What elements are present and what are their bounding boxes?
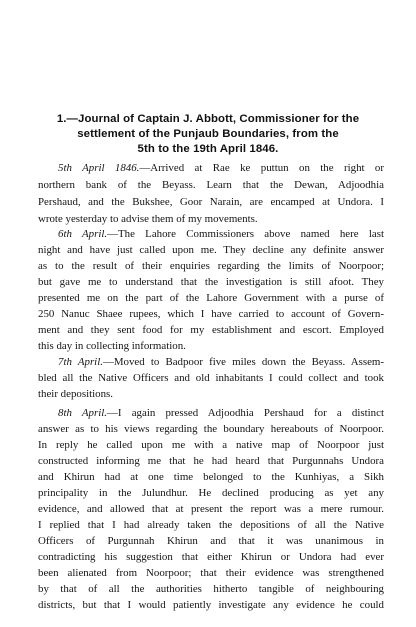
entry-line: 5th April 1846.—Arrived at Rae ke puttun on the right or (58, 162, 384, 174)
entry-line: night and have just called upon me. They decline any definite answer (38, 244, 384, 256)
entry-line: districts, but that I would patiently investigate any evidence he could (38, 599, 384, 611)
entry-line: bled all the Native Officers and old inhabitants I could collect and took (38, 372, 384, 384)
entry-line: evidence, and allowed that at present the report was a mere rumour. (38, 503, 384, 515)
entry-line: this day in collecting information. (38, 340, 186, 352)
entry-line: Pershaud, and the Bukshee, Goor Narain, are encamped at Undora. I (38, 196, 384, 208)
entry-line: been alienated from Noorpoor; that their evidence was strengthened (38, 567, 384, 579)
entry-date: 6th April. (58, 228, 108, 240)
entry-line: contradicting his suggestion that either Khirun or Undora had ever (38, 551, 384, 563)
heading-line: 1.—Journal of Captain J. Abbott, Commissioner for the (56, 113, 360, 125)
entry-line: their depositions. (38, 388, 114, 400)
entry-line: principality in the Julundhur. He declined producing as yet any (38, 487, 384, 499)
journal-heading (30, 112, 386, 157)
entry-date: 8th April. (58, 407, 108, 419)
entry-line: constructed informing me that he had heard that Purgunnahs Undora (38, 455, 384, 467)
entry-line: 8th April.—I again pressed Adjoodhia Pershaud for a distinct (58, 407, 384, 419)
heading-line: settlement of the Punjaub Boundaries, from the (77, 128, 339, 140)
entry-line: 7th April.—Moved to Badpoor five miles down the Beyass. Assem- (58, 356, 384, 368)
entry-line: I replied that I had already taken the depositions of all the Native (38, 519, 384, 531)
entry-line: as to the result of their enquiries regarding the limits of Noorpoor; (38, 260, 384, 272)
entry-line: wrote yesterday to advise them of my movements. (38, 213, 258, 225)
entry-line: answer as to his views regarding the boundary hereabouts of Noorpoor. (38, 423, 384, 435)
entry-line: northern bank of the Beyass. Learn that the Dewan, Adjoodhia (38, 179, 384, 191)
heading-line: 5th to the 19th April 1846. (137, 143, 279, 155)
entry-line: In reply he called upon me with a native map of Noorpoor just (38, 439, 384, 451)
entry-date: 7th April. (58, 356, 103, 368)
entry-line: ment and they sent food for my establishment and escort. Employed (38, 324, 384, 336)
entry-line: Officers of Purgunnah Khirun and that it was unanimous in (38, 535, 384, 547)
entry-line: 6th April.—The Lahore Commissioners above named here last (58, 228, 384, 240)
entry-line: but gave me to understand that the investigation is still afoot. They (38, 276, 384, 288)
entry-line: presented me on the part of the Lahore Government with a purse of (38, 292, 384, 304)
entry-line: by that of all the authorities hitherto tangible of neighbouring (38, 583, 384, 595)
entry-line: 250 Nanuc Shaee rupees, which I have carried to account of Govern- (38, 308, 384, 320)
entry-line: and Khirun had at one time belonged to the Kunhiyas, a Sikh (38, 471, 384, 483)
entry-date: 5th April 1846. (58, 162, 140, 174)
